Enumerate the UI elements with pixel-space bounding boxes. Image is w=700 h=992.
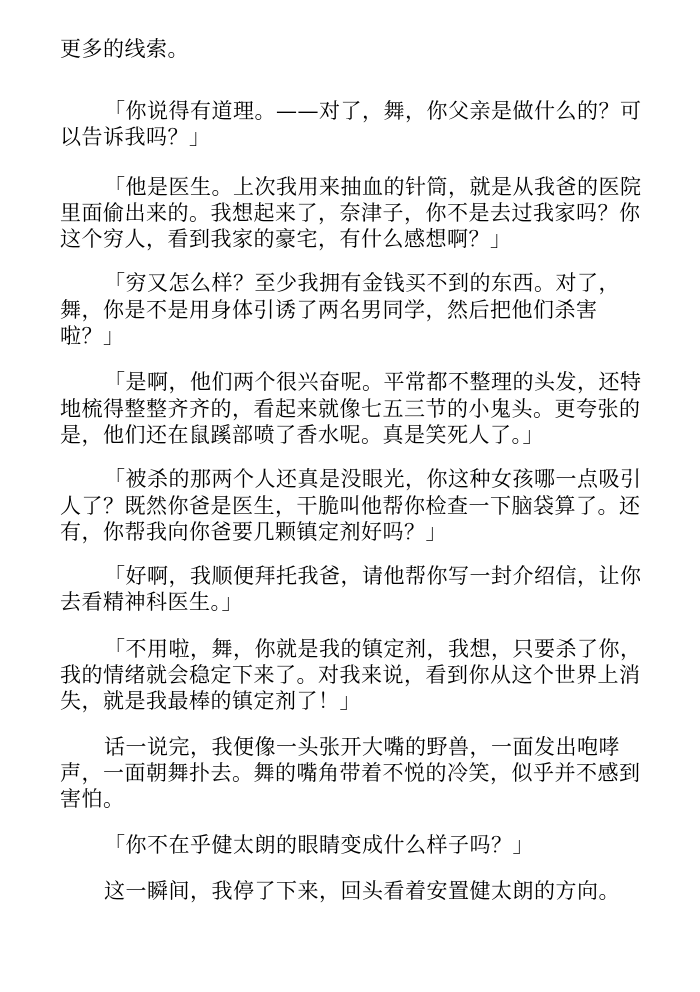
paragraph-10-line-0: 这一瞬间，我停了下来，回头看着安置健太朗的方向。 <box>104 879 620 903</box>
paragraph-9-line-0: 「你不在乎健太朗的眼睛变成什么样子吗？」 <box>104 833 534 857</box>
paragraph-3-line-2: 啦？」 <box>60 324 125 348</box>
paragraph-7-line-0: 「不用啦，舞，你就是我的镇定剂，我想，只要杀了你， <box>104 637 642 661</box>
paragraph-6-line-1: 去看精神科医生。」 <box>60 590 243 614</box>
paragraph-8-line-2: 害怕。 <box>60 787 125 811</box>
paragraph-5-line-1: 人了？既然你爸是医生，干脆叫他帮你检查一下脑袋算了。还 <box>60 494 641 518</box>
paragraph-5-line-0: 「被杀的那两个人还真是没眼光，你这种女孩哪一点吸引 <box>104 467 642 491</box>
paragraph-0-line-0: 更多的线索。 <box>60 37 189 61</box>
paragraph-3-line-0: 「穷又怎么样？至少我拥有金钱买不到的东西。对了， <box>104 271 620 295</box>
paragraph-8-line-1: 声，一面朝舞扑去。舞的嘴角带着不悦的冷笑，似乎并不感到 <box>60 761 641 785</box>
paragraph-3-line-1: 舞，你是不是用身体引诱了两名男同学，然后把他们杀害 <box>60 298 598 322</box>
paragraph-7-line-2: 失，就是我最棒的镇定剂了！」 <box>60 689 361 713</box>
paragraph-2-line-1: 里面偷出来的。我想起来了，奈津子，你不是去过我家吗？你 <box>60 201 641 225</box>
paragraph-5-line-2: 有，你帮我向你爸要几颗镇定剂好吗？」 <box>60 520 447 544</box>
paragraph-1-line-1: 以告诉我吗？」 <box>60 125 211 149</box>
paragraph-4-line-2: 是，他们还在鼠蹊部喷了香水呢。真是笑死人了。」 <box>60 423 544 447</box>
paragraph-4-line-1: 地梳得整整齐齐的，看起来就像七五三节的小鬼头。更夸张的 <box>60 397 641 421</box>
paragraph-6-line-0: 「好啊，我顺便拜托我爸，请他帮你写一封介绍信，让你 <box>104 564 642 588</box>
paragraph-1-line-0: 「你说得有道理。——对了，舞，你父亲是做什么的？可 <box>104 99 642 123</box>
paragraph-4-line-0: 「是啊，他们两个很兴奋呢。平常都不整理的头发，还特 <box>104 370 642 394</box>
paragraph-8-line-0: 话一说完，我便像一头张开大嘴的野兽，一面发出咆哮 <box>104 735 620 759</box>
paragraph-2-line-0: 「他是医生。上次我用来抽血的针筒，就是从我爸的医院 <box>104 175 642 199</box>
paragraph-2-line-2: 这个穷人，看到我家的豪宅，有什么感想啊？」 <box>60 227 512 251</box>
paragraph-7-line-1: 我的情绪就会稳定下来了。对我来说，看到你从这个世界上消 <box>60 663 641 687</box>
